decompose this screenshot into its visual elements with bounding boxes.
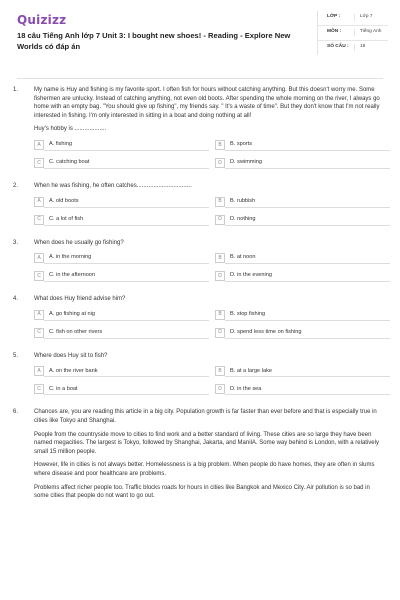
option-letter-box: C <box>34 215 44 225</box>
option-letter-box: C <box>34 384 44 394</box>
option-b[interactable] <box>215 252 390 264</box>
option-text: A. old boots <box>44 196 209 208</box>
question-number: 4. <box>13 296 19 303</box>
option-c[interactable] <box>34 214 209 226</box>
option-letter-box: B <box>215 140 225 150</box>
passage-paragraph: My name is Huy and fishing is my favorite sport. I often fish for hours without catching anything. But this doesn't worry me. Some fishermen are unlucky. Instead of catching anything, not even old boots. After spending the whole morning on the river, I always go home with an empty bag. "You should give up fishing", my friends say. " It's a waste of time". But they don't know that I'm not really interested in fishing. I'm only interested in sitting in a boat and doing nothing at all! <box>34 87 380 119</box>
reading-passage <box>34 86 384 120</box>
option-text: D. nothing <box>225 214 390 226</box>
option-text: A. go fishing at nig <box>44 309 209 321</box>
question-6 <box>0 408 400 500</box>
option-letter-box: D <box>215 215 225 225</box>
meta-value: Lớp 7 <box>354 14 388 21</box>
answer-options <box>34 365 384 395</box>
question-2 <box>0 182 400 226</box>
meta-row-question-count <box>318 41 388 55</box>
option-letter-box: D <box>215 384 225 394</box>
option-letter-box: C <box>34 328 44 338</box>
option-text: B. at noon <box>225 252 390 264</box>
option-text: C. catching boat <box>44 157 209 169</box>
meta-value: 18 <box>354 44 388 51</box>
meta-row-class <box>318 11 388 26</box>
option-letter-box: D <box>215 328 225 338</box>
option-d[interactable] <box>215 327 390 339</box>
question-5 <box>0 352 400 396</box>
option-a[interactable] <box>34 139 209 151</box>
meta-label: LỚP : <box>327 14 341 19</box>
option-text: C. a lot of fish <box>44 214 209 226</box>
option-d[interactable] <box>215 270 390 282</box>
option-text: D. spend less time on fishing <box>225 327 390 339</box>
answer-options <box>34 252 384 282</box>
meta-table <box>317 11 388 55</box>
option-c[interactable] <box>34 157 209 169</box>
option-b[interactable] <box>215 139 390 151</box>
question-1 <box>0 86 400 169</box>
option-letter-box: B <box>215 366 225 376</box>
question-3 <box>0 239 400 283</box>
question-number: 2. <box>13 182 19 189</box>
option-c[interactable] <box>34 327 209 339</box>
option-letter-box: A <box>34 310 44 320</box>
question-prompt: Where does Huy sit to fish? <box>34 352 108 359</box>
meta-label: MÔN : <box>327 29 342 34</box>
question-number: 3. <box>13 239 19 246</box>
option-text: B. stop fishing <box>225 309 390 321</box>
option-a[interactable] <box>34 365 209 377</box>
option-d[interactable] <box>215 383 390 395</box>
option-b[interactable] <box>215 309 390 321</box>
worksheet-header <box>0 0 400 70</box>
option-letter-box: A <box>34 197 44 207</box>
option-a[interactable] <box>34 196 209 208</box>
answer-options <box>34 139 384 169</box>
option-letter-box: C <box>34 158 44 168</box>
option-text: B. sports <box>225 139 390 151</box>
question-prompt: Huy's hobby is ................... <box>34 126 107 133</box>
option-b[interactable] <box>215 365 390 377</box>
option-c[interactable] <box>34 270 209 282</box>
question-number: 5. <box>13 352 19 359</box>
question-number: 6. <box>13 409 19 416</box>
option-text: C. in the afternoon <box>44 270 209 282</box>
option-text: A. on the river bank <box>44 365 209 377</box>
answer-options <box>34 196 384 226</box>
quizizz-logo: Quizizz <box>17 13 67 27</box>
option-letter-box: A <box>34 140 44 150</box>
option-text: A. in the morning <box>44 252 209 264</box>
option-text: B. at a large lake <box>225 365 390 377</box>
meta-row-subject <box>318 26 388 41</box>
option-letter-box: C <box>34 271 44 281</box>
option-text: D. swimming <box>225 157 390 169</box>
question-4 <box>0 295 400 339</box>
question-number: 1. <box>13 87 19 93</box>
meta-value: Tiếng Anh <box>354 29 388 36</box>
passage-paragraph: However, life in cities is not always better. Homelessness is a big problem. When people do have homes, they are often in slums where disease and poor healthcare are problems. <box>34 462 375 477</box>
option-a[interactable] <box>34 252 209 264</box>
passage-paragraph: Chances are, you are reading this article in a big city. Population growth is far faster than ever before and that is especially true in cities like Tokyo and Shanghai. <box>34 409 377 424</box>
option-c[interactable] <box>34 383 209 395</box>
answer-options <box>34 309 384 339</box>
passage-paragraph: People from the countryside move to cities to find work and a better standard of living. These cities are so large they have been named megacities. The largest is Tokyo, followed by Shanghai, Jakarta, and ManilA. Some way behind is London, with a relatively small 15 million people. <box>34 431 379 455</box>
option-letter-box: A <box>34 253 44 263</box>
questions-list <box>0 86 400 506</box>
question-prompt: When does he usually go fishing? <box>34 239 124 246</box>
option-text: C. fish on other rivers <box>44 327 209 339</box>
option-d[interactable] <box>215 157 390 169</box>
question-prompt: When he was fishing, he often catches................................. <box>34 182 192 189</box>
passage-paragraph: Problems affect richer people too. Traffic blocks roads for hours in cities like Bangkok and Mexico City. Air pollution is so bad in some cities that people do not want to go out. <box>34 484 370 500</box>
option-a[interactable] <box>34 309 209 321</box>
option-text: A. fishing <box>44 139 209 151</box>
option-letter-box: A <box>34 366 44 376</box>
meta-label: SỐ CÂU : <box>327 44 349 49</box>
option-text: B. rubbish <box>225 196 390 208</box>
option-letter-box: B <box>215 253 225 263</box>
option-letter-box: D <box>215 158 225 168</box>
option-text: D. in the sea <box>225 383 390 395</box>
worksheet-title: 18 câu Tiếng Anh lớp 7 Unit 3: I bought new shoes! - Reading - Explore New Worlds có đáp án <box>17 31 291 51</box>
question-prompt: What does Huy friend advise him? <box>34 296 126 303</box>
option-letter-box: B <box>215 310 225 320</box>
option-letter-box: D <box>215 271 225 281</box>
reading-passage <box>34 408 384 500</box>
header-divider <box>17 78 383 79</box>
option-text: D. in the evening <box>225 270 390 282</box>
option-text: C. in a boat <box>44 383 209 395</box>
option-d[interactable] <box>215 214 390 226</box>
option-letter-box: B <box>215 197 225 207</box>
option-b[interactable] <box>215 196 390 208</box>
